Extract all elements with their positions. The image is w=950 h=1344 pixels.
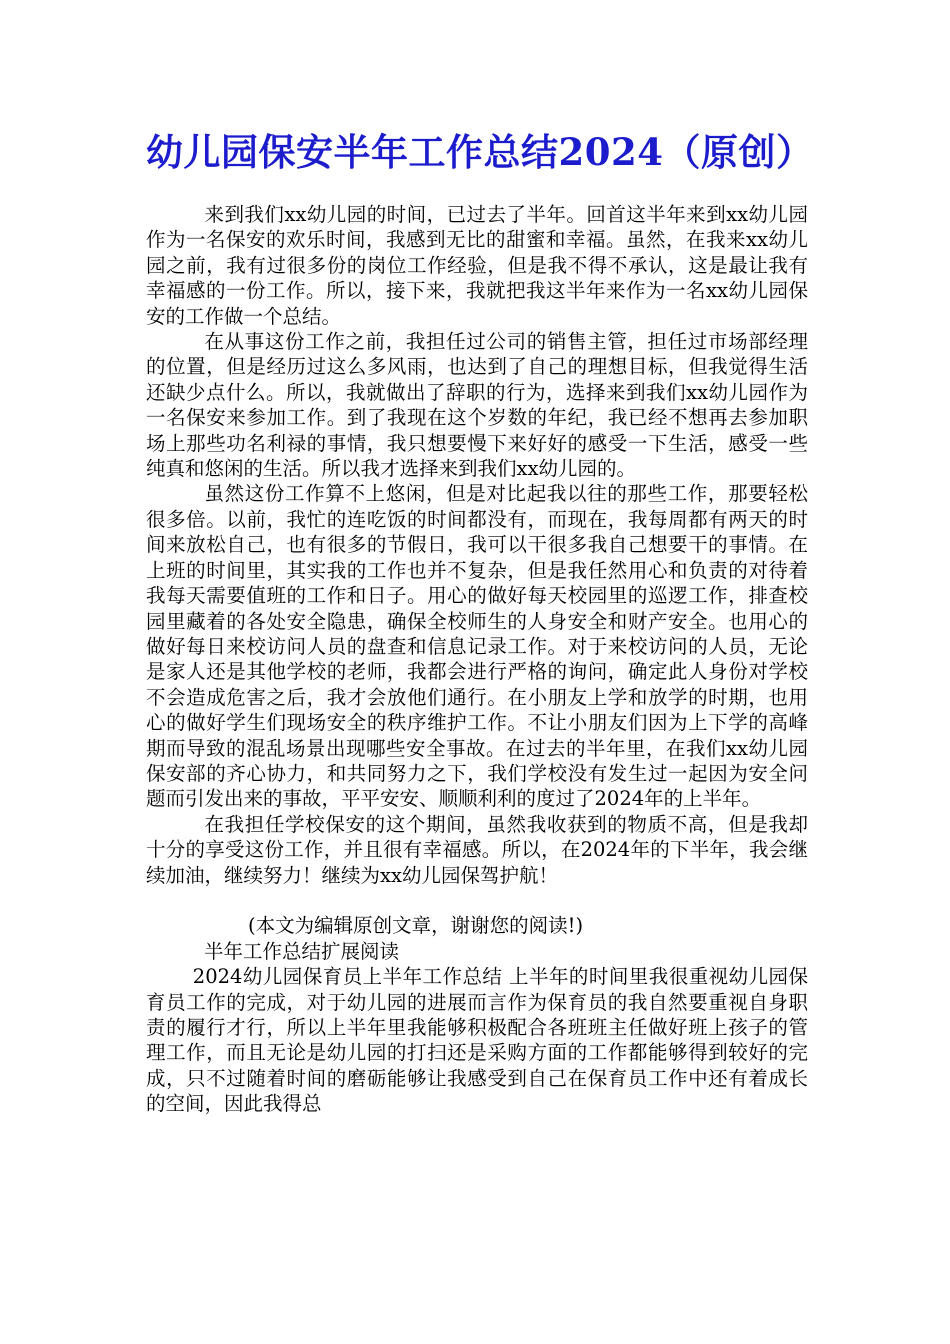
body-paragraph-2: 在从事这份工作之前，我担任过公司的销售主管，担任过市场部经理的位置，但是经历过这么多风雨，也达到了自己的理想目标，但我觉得生活还缺少点什么。所以，我就做出了辞职的行为，选择来到我们xx幼儿园作为一名保安来参加工作。到了我现在这个岁数的年纪，我已经不想再去参加职场上那些功名利禄的事情，我只想要慢下来好好的感受一下生活，感受一些纯真和悠闲的生活。所以我才选择来到我们xx幼儿园的。 [146,330,808,481]
document-title: 幼儿园保安半年工作总结2024（原创） [146,130,814,174]
blank-line [146,888,808,913]
document-page [146,128,814,1117]
extended-reading-heading: 半年工作总结扩展阅读 [204,939,400,963]
editor-note: (本文为编辑原创文章，谢谢您的阅读!) [248,914,584,938]
extended-reading-paragraph: 2024幼儿园保育员上半年工作总结 上半年的时间里我很重视幼儿园保育员工作的完成，对于幼儿园的进展而言作为保育员的我自然要重视自身职责的履行才行，所以上半年里我能够积极配合各班班主任做好班上孩子的管理工作，而且无论是幼儿园的打扫还是采购方面的工作都能够得到较好的完成，只不过随着时间的磨砺能够让我感受到自己在保育员工作中还有着成长的空间，因此我得总 [146,965,808,1116]
body-paragraph-3: 虽然这份工作算不上悠闲，但是对比起我以往的那些工作，那要轻松很多倍。以前，我忙的连吃饭的时间都没有，而现在，我每周都有两天的时间来放松自己，也有很多的节假日，我可以干很多我自己想要干的事情。在上班的时间里，其实我的工作也并不复杂，但是我任然用心和负责的对待着我每天需要值班的工作和日子。用心的做好每天校园里的巡逻工作，排查校园里藏着的各处安全隐患，确保全校师生的人身安全和财产安全。也用心的做好每日来校访问人员的盘查和信息记录工作。对于来校访问的人员，无论是家人还是其他学校的老师，我都会进行严格的询问，确定此人身份对学校不会造成危害之后，我才会放他们通行。在小朋友上学和放学的时期，也用心的做好学生们现场安全的秩序维护工作。不让小朋友们因为上下学的高峰期而导致的混乱场景出现哪些安全事故。在过去的半年里，在我们xx幼儿园保安部的齐心协力，和共同努力之下，我们学校没有发生过一起因为安全问题而引发出来的事故，平平安安、顺顺利利的度过了2024年的上半年。 [146,482,808,811]
body-paragraph-4: 在我担任学校保安的这个期间，虽然我收获到的物质不高，但是我却十分的享受这份工作，并且很有幸福感。所以，在2024年的下半年，我会继续加油，继续努力！继续为xx幼儿园保驾护航！ [146,812,808,887]
body-paragraph-1: 来到我们xx幼儿园的时间，已过去了半年。回首这半年来到xx幼儿园作为一名保安的欢乐时间，我感到无比的甜蜜和幸福。虽然，在我来xx幼儿园之前，我有过很多份的岗位工作经验，但是我不得不承认，这是最让我有幸福感的一份工作。所以，接下来，我就把我这半年来作为一名xx幼儿园保安的工作做一个总结。 [146,203,808,328]
document-body [146,202,808,1117]
